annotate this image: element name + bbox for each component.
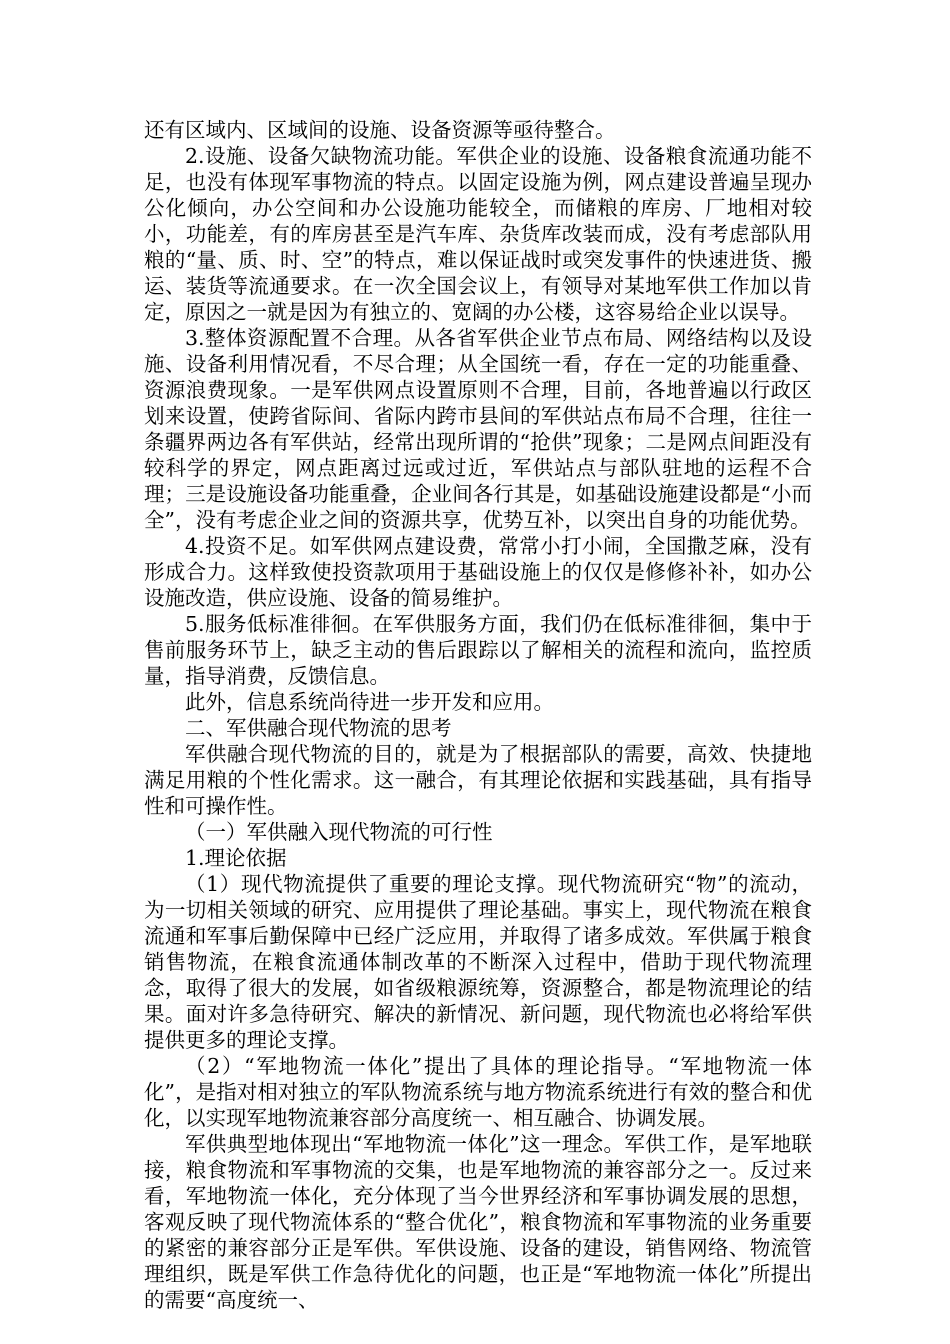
paragraph-information-system: 此外，信息系统尚待进一步开发和应用。: [185, 690, 554, 714]
subsection-heading: （一）军供融入现代物流的可行性: [185, 820, 493, 844]
paragraph-continuation: 还有区域内、区域间的设施、设备资源等亟待整合。: [144, 118, 616, 142]
paragraph-integration-guidance: （2）“军地物流一体化”提出了具体的理论指导。“军地物流一体化”，是指对相对独立的军队物流系统与地方物流系统进行有效的整合和优化，以实现军地物流兼容部分高度统一、相互融合、协调发展。: [144, 1054, 812, 1130]
subsubsection-heading: 1.理论依据: [185, 846, 287, 870]
paragraph-low-service-standard: 5.服务低标准徘徊。在军供服务方面，我们仍在低标准徘徊，集中于售前服务环节上，缺乏主动的售后跟踪以了解相关的流程和流向，监控质量，指导消费，反馈信息。: [144, 612, 812, 688]
paragraph-facilities-lacking: 2.设施、设备欠缺物流功能。军供企业的设施、设备粮食流通功能不足，也没有体现军事物流的特点。以固定设施为例，网点建设普遍呈现办公化倾向，办公空间和办公设施功能较全，而储粮的库房、厂地相对较小，功能差，有的库房甚至是汽车库、杂货库改装而成，没有考虑部队用粮的“量、质、时、空”的特点，难以保证战时或突发事件的快速进货、搬运、装货等流通要求。在一次全国会议上，有领导对某地军供工作加以肯定，原因之一就是因为有独立的、宽阔的办公楼，这容易给企业以误导。: [144, 144, 812, 324]
paragraph-purpose: 军供融合现代物流的目的，就是为了根据部队的需要，高效、快捷地满足用粮的个性化需求。这一融合，有其理论依据和实践基础，具有指导性和可操作性。: [144, 742, 812, 818]
paragraph-insufficient-investment: 4.投资不足。如军供网点建设费，常常小打小闹，全国撒芝麻，没有形成合力。这样致使投资款项用于基础设施上的仅仅是修修补补，如办公设施改造，供应设施、设备的简易维护。: [144, 534, 812, 610]
paragraph-resource-allocation: 3.整体资源配置不合理。从各省军供企业节点布局、网络结构以及设施、设备利用情况看，不尽合理；从全国统一看，存在一定的功能重叠、资源浪费现象。一是军供网点设置原则不合理，目前，各地普遍以行政区划来设置，使跨省际间、省际内跨市县间的军供站点布局不合理，往往一条疆界两边各有军供站，经常出现所谓的“抢供”现象；二是网点间距没有较科学的界定，网点距离过远或过近，军供站点与部队驻地的运程不合理；三是设施设备功能重叠，企业间各行其是，如基础设施建设都是“小而全”，没有考虑企业之间的资源共享，优势互补，以突出自身的功能优势。: [144, 326, 812, 532]
document-body: [144, 117, 812, 1313]
section-heading: 二、军供融合现代物流的思考: [185, 716, 452, 740]
paragraph-theory-support: （1）现代物流提供了重要的理论支撑。现代物流研究“物”的流动，为一切相关领域的研究、应用提供了理论基础。事实上，现代物流在粮食流通和军事后勤保障中已经广泛应用，并取得了诸多成效。军供属于粮食销售物流，在粮食流通体制改革的不断深入过程中，借助于现代物流理念，取得了很大的发展，如省级粮源统筹，资源整合，都是物流理论的结果。面对许多急待研究、解决的新情况、新问题，现代物流也必将给军供提供更多的理论支撑。: [144, 872, 812, 1052]
paragraph-military-supply-integration: 军供典型地体现出“军地物流一体化”这一理念。军供工作，是军地联接，粮食物流和军事物流的交集，也是军地物流的兼容部分之一。反过来看，军地物流一体化，充分体现了当今世界经济和军事协调发展的思想，客观反映了现代物流体系的“整合优化”，粮食物流和军事物流的业务重要的紧密的兼容部分正是军供。军供设施、设备的建设，销售网络、物流管理组织，既是军供工作急待优化的问题，也正是“军地物流一体化”所提出的需要“高度统一、: [144, 1132, 812, 1312]
